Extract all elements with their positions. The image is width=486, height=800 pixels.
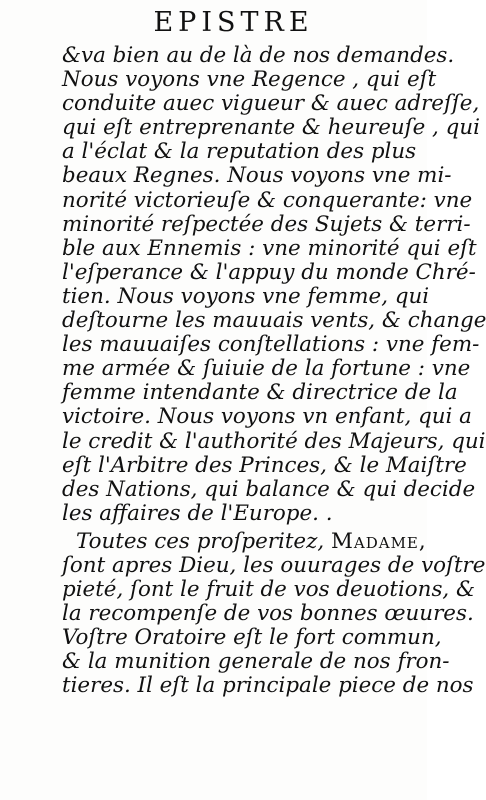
text-line: le credit & l'authorité des Majeurs, qui — [62, 428, 486, 454]
text-line: eſt l'Arbitre des Princes, & le Maiſtre — [62, 452, 467, 478]
text-line: qui eſt entreprenante & heureuſe , qui — [62, 115, 480, 141]
text-line: tien. Nous voyons vne femme, qui — [62, 283, 430, 309]
text-fragment: Toutes ces proſperitez, — [76, 528, 325, 554]
text-line: pieté, ſont le fruit de vos deuotions, & — [62, 577, 476, 603]
text-line: femme intendante & directrice de la — [62, 380, 458, 406]
text-line: &va bien au de là de nos demandes. — [62, 43, 455, 68]
text-line: beaux Regnes. Nous voyons vne mi- — [62, 163, 452, 189]
text-line: norité victorieuſe & conquerante: vne — [62, 187, 473, 213]
running-title: EPISTRE — [153, 7, 314, 38]
text-line: me armée & ſuiuie de la fortune : vne — [62, 356, 471, 382]
text-line: ble aux Ennemis : vne minorité qui eſt — [62, 235, 477, 261]
text-line: Voſtre Oratoire eſt le fort commun, — [62, 625, 442, 651]
text-line: ſont apres Dieu, les ouurages de voſtre — [62, 552, 486, 578]
text-line: les affaires de l'Europe. . — [62, 500, 333, 526]
paragraph-opening-line — [62, 528, 427, 554]
body-text — [62, 43, 486, 699]
addressee-name: Madame, — [330, 528, 427, 554]
text-line: tieres. Il eſt la principale piece de nos — [62, 673, 474, 699]
text-line: deſtourne les mauuais vents, & change — [62, 308, 486, 334]
text-line: la recompenſe de vos bonnes œuures. — [62, 601, 474, 627]
text-line: a l'éclat & la reputation des plus — [62, 139, 417, 165]
text-line: l'eſperance & l'appuy du monde Chré- — [62, 259, 476, 285]
text-line: les mauuaiſes conſtellations : vne fem- — [62, 332, 480, 358]
text-line: Nous voyons vne Regence , qui eſt — [62, 67, 437, 93]
text-line: victoire. Nous voyons vn enfant, qui a — [62, 404, 472, 430]
text-line: des Nations, qui balance & qui decide — [62, 476, 476, 502]
text-line: & la munition generale de nos fron- — [62, 649, 450, 675]
text-line: minorité reſpectée des Sujets & terri- — [62, 211, 471, 237]
text-line: conduite auec vigueur & auec adreſſe, — [62, 91, 480, 117]
